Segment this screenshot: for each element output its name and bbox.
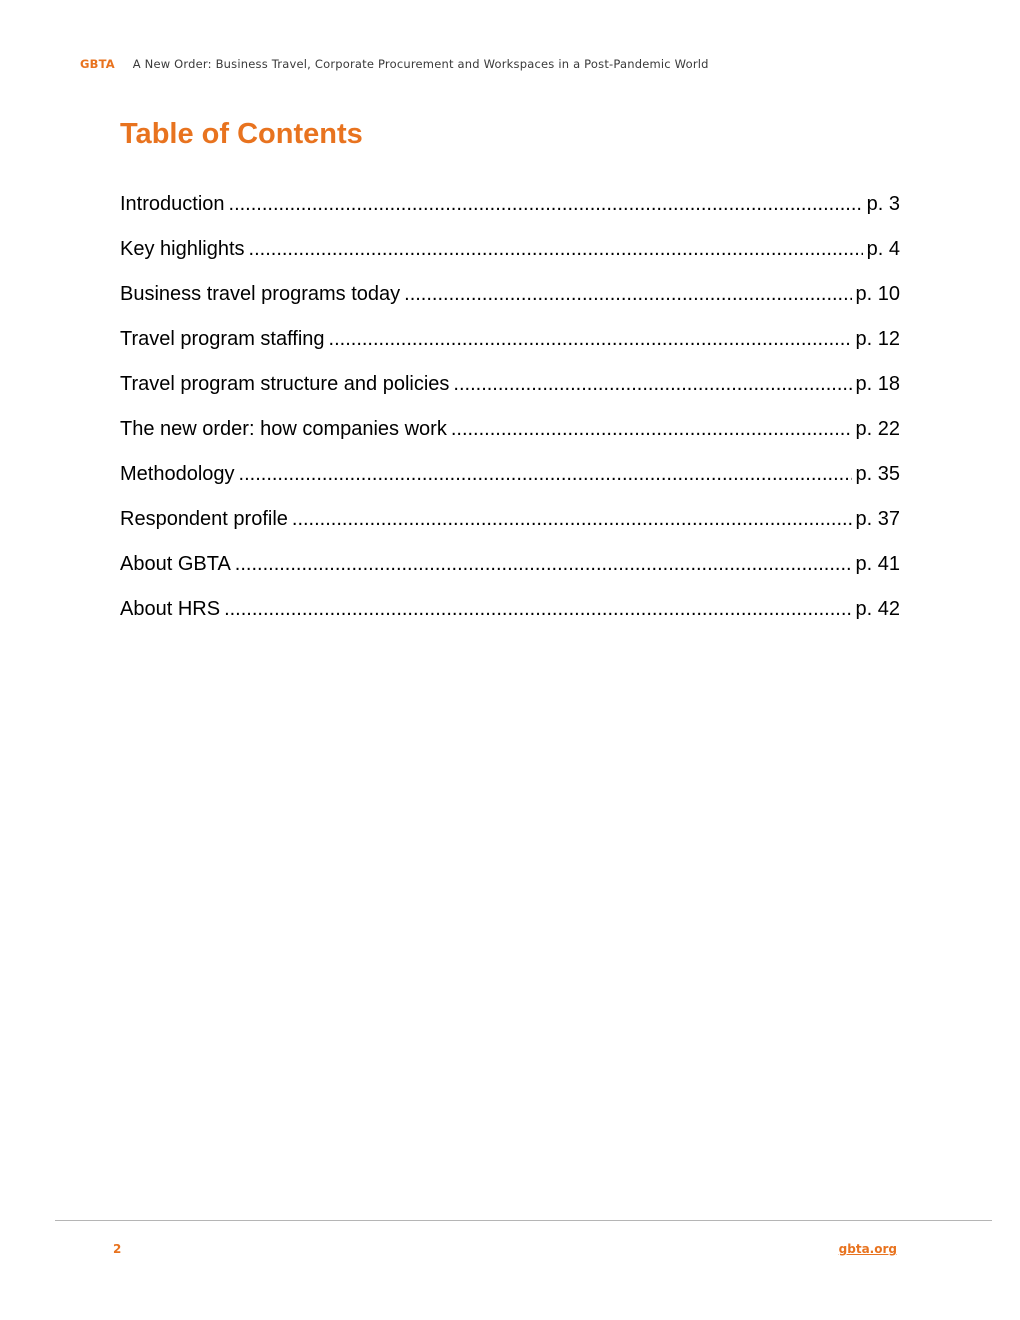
toc-entry-new-order[interactable] <box>120 415 900 460</box>
dot-leader <box>453 370 851 398</box>
toc-entry-page: p. 4 <box>866 238 900 260</box>
dot-leader <box>329 325 852 353</box>
table-of-contents <box>120 190 900 640</box>
toc-entry-label: Business travel programs today <box>120 283 401 305</box>
toc-entry-respondent-profile[interactable] <box>120 505 900 550</box>
toc-entry-page: p. 18 <box>855 373 900 395</box>
toc-entry-label: Travel program staffing <box>120 328 325 350</box>
footer-divider <box>55 1220 992 1221</box>
dot-leader <box>229 190 863 218</box>
dot-leader <box>239 460 852 488</box>
toc-entry-key-highlights[interactable] <box>120 235 900 280</box>
toc-entry-about-gbta[interactable] <box>120 550 900 595</box>
toc-entry-page: p. 12 <box>855 328 900 350</box>
toc-entry-travel-program-structure[interactable] <box>120 370 900 415</box>
toc-entry-page: p. 22 <box>855 418 900 440</box>
toc-entry-label: Key highlights <box>120 238 245 260</box>
toc-entry-label: About HRS <box>120 598 221 620</box>
page-number: 2 <box>113 1242 122 1256</box>
dot-leader <box>249 235 863 263</box>
toc-entry-label: Introduction <box>120 193 225 215</box>
toc-entry-label: Respondent profile <box>120 508 288 530</box>
dot-leader <box>451 415 852 443</box>
dot-leader <box>224 595 851 623</box>
website-link[interactable]: gbta.org <box>838 1242 897 1256</box>
running-header <box>80 57 709 71</box>
toc-entry-methodology[interactable] <box>120 460 900 505</box>
toc-entry-business-travel-programs-today[interactable] <box>120 280 900 325</box>
toc-entry-label: About GBTA <box>120 553 231 575</box>
toc-heading: Table of Contents <box>120 118 363 150</box>
toc-entry-page: p. 10 <box>855 283 900 305</box>
toc-entry-label: Travel program structure and policies <box>120 373 450 395</box>
toc-entry-page: p. 41 <box>855 553 900 575</box>
dot-leader <box>404 280 851 308</box>
toc-entry-introduction[interactable] <box>120 190 900 235</box>
toc-entry-travel-program-staffing[interactable] <box>120 325 900 370</box>
toc-entry-about-hrs[interactable] <box>120 595 900 640</box>
toc-entry-page: p. 42 <box>855 598 900 620</box>
toc-entry-page: p. 3 <box>866 193 900 215</box>
header-brand: GBTA <box>80 57 115 71</box>
toc-entry-page: p. 37 <box>855 508 900 530</box>
dot-leader <box>292 505 852 533</box>
header-document-title: A New Order: Business Travel, Corporate Procurement and Workspaces in a Post-Pandemic World <box>132 57 709 71</box>
toc-entry-page: p. 35 <box>855 463 900 485</box>
toc-entry-label: Methodology <box>120 463 235 485</box>
dot-leader <box>235 550 852 578</box>
toc-entry-label: The new order: how companies work <box>120 418 447 440</box>
